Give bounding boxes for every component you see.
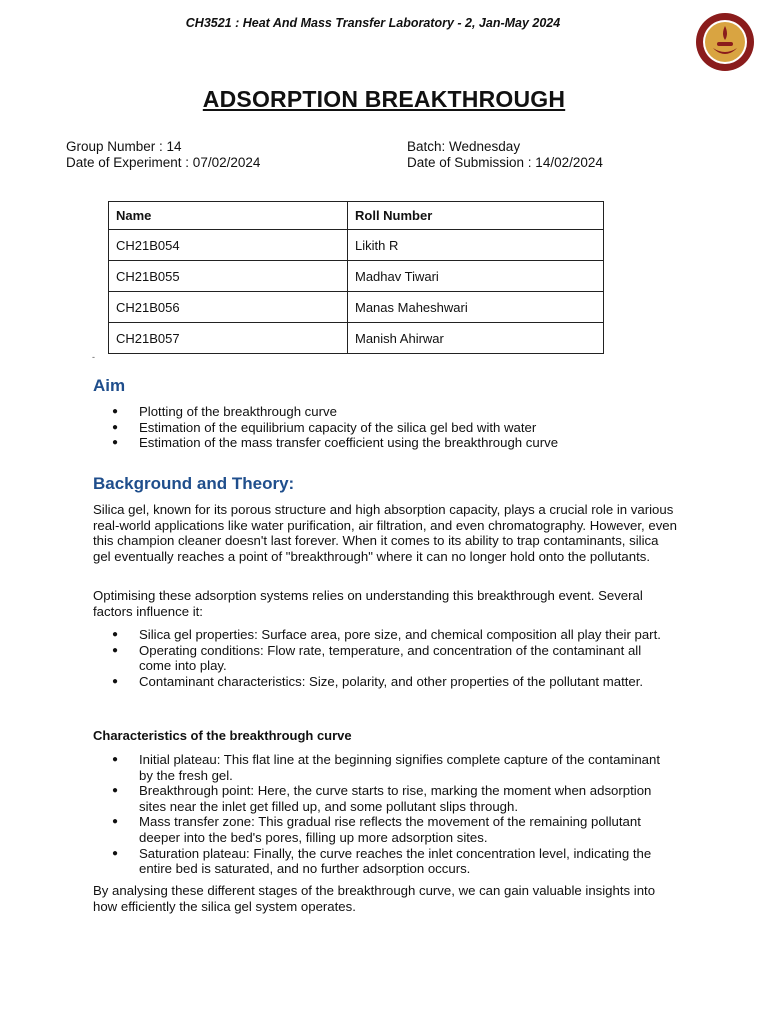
table-cell: CH21B055 <box>109 261 348 292</box>
aim-heading: Aim <box>93 376 126 395</box>
table-row <box>109 230 604 261</box>
list-item: ● Silica gel properties: Surface area, pore size, and chemical composition all play their part. <box>112 627 672 643</box>
table-header-row <box>109 202 604 230</box>
table-cell: CH21B057 <box>109 323 348 354</box>
table-cell: CH21B056 <box>109 292 348 323</box>
column-header-name: Name <box>109 202 348 230</box>
list-item: ● Estimation of the mass transfer coefficient using the breakthrough curve <box>112 435 672 451</box>
characteristics-list <box>112 752 672 877</box>
list-item: ● Initial plateau: This flat line at the beginning signifies complete capture of the contaminant by the fresh gel. <box>112 752 672 783</box>
list-item: ● Breakthrough point: Here, the curve starts to rise, marking the moment when adsorption sites near the inlet get filled up, and some pollutant slips through. <box>112 783 672 814</box>
list-item: ● Saturation plateau: Finally, the curve reaches the inlet concentration level, indicating the entire bed is saturated, and no further adsorption occurs. <box>112 846 672 877</box>
list-item: ● Mass transfer zone: This gradual rise reflects the movement of the remaining pollutant deeper into the bed's pores, filling up more adsorption sites. <box>112 814 672 845</box>
document-title: ADSORPTION BREAKTHROUGH <box>202 86 566 112</box>
institute-logo <box>695 12 755 72</box>
batch: Batch: Wednesday <box>407 139 521 154</box>
members-table <box>108 201 604 354</box>
table-cell: Manas Maheshwari <box>348 292 604 323</box>
factors-list <box>112 627 672 689</box>
background-paragraph-3: By analysing these different stages of the breakthrough curve, we can gain valuable insights into how efficiently the silica gel system operates. <box>93 883 656 914</box>
list-item: ● Operating conditions: Flow rate, temperature, and concentration of the contaminant all come into play. <box>112 643 672 674</box>
list-item: ● Estimation of the equilibrium capacity of the silica gel bed with water <box>112 420 672 436</box>
table-row <box>109 292 604 323</box>
background-paragraph-1: Silica gel, known for its porous structure and high absorption capacity, plays a crucial role in various real-world applications like water purification, air filtration, and even chromatography. However, even this champion cleaner doesn't last forever. When it comes to its ability to trap contaminants, silica gel eventually reaches a point of "breakthrough" where it can no longer hold onto the pollutants. <box>93 502 677 564</box>
table-row <box>109 323 604 354</box>
background-paragraph-2: Optimising these adsorption systems relies on understanding this breakthrough event. Several factors influence it: <box>93 588 643 619</box>
date-of-submission: Date of Submission : 14/02/2024 <box>407 154 603 170</box>
table-row <box>109 261 604 292</box>
meta-right <box>407 139 603 170</box>
list-item: ● Plotting of the breakthrough curve <box>112 404 672 420</box>
table-cell: Madhav Tiwari <box>348 261 604 292</box>
column-header-roll: Roll Number <box>348 202 604 230</box>
table-cell: Likith R <box>348 230 604 261</box>
aim-list <box>112 404 672 451</box>
characteristics-subheading: Characteristics of the breakthrough curve <box>93 728 352 743</box>
date-of-experiment: Date of Experiment : 07/02/2024 <box>66 154 261 170</box>
table-cell: CH21B054 <box>109 230 348 261</box>
background-heading: Background and Theory: <box>93 474 295 493</box>
table-cell: Manish Ahirwar <box>348 323 604 354</box>
meta-left <box>66 139 260 170</box>
separator-mark: - <box>92 352 95 362</box>
list-item: ● Contaminant characteristics: Size, polarity, and other properties of the pollutant matter. <box>112 674 672 690</box>
group-number: Group Number : 14 <box>66 139 182 154</box>
course-header: CH3521 : Heat And Mass Transfer Laboratory - 2, Jan-May 2024 <box>185 16 561 30</box>
